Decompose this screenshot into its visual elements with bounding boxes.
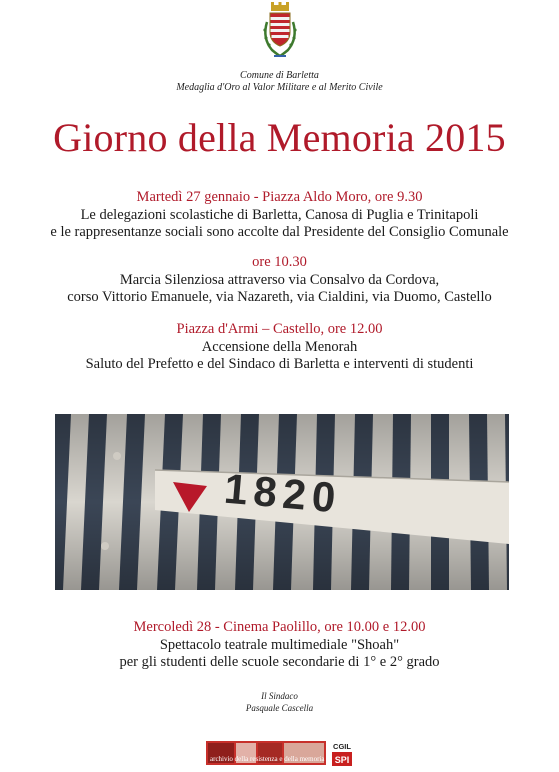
event-line: Saluto del Prefetto e del Sindaco di Barletta e interventi di studenti	[85, 356, 474, 372]
archive-logo-text: archivio della resistenza e della memoria	[210, 755, 325, 763]
event-heading: ore 10.30	[252, 254, 307, 270]
event-line: e le rappresentanze sociali sono accolte dal Presidente del Consiglio Comunale	[50, 224, 509, 240]
institution-header	[0, 70, 559, 94]
striped-uniform-photo	[55, 414, 509, 590]
event-1	[0, 189, 559, 242]
signature	[0, 690, 559, 714]
event-heading: Piazza d'Armi – Castello, ore 12.00	[176, 321, 383, 337]
event-4	[0, 619, 559, 672]
event-line: Le delegazioni scolastiche di Barletta, Canosa di Puglia e Trinitapoli	[80, 206, 479, 223]
signature-name: Pasquale Cascella	[245, 703, 314, 713]
event-3	[0, 321, 559, 374]
cgil-text: CGIL	[333, 742, 351, 751]
spi-text: SPI	[334, 755, 350, 765]
event-line: Accensione della Menorah	[201, 338, 358, 355]
page-title: Giorno della Memoria 2015	[53, 115, 506, 160]
prisoner-number: 1820	[222, 464, 344, 522]
coat-of-arms-icon	[258, 2, 302, 64]
event-line: corso Vittorio Emanuele, via Nazareth, via Cialdini, via Duomo, Castello	[67, 289, 492, 305]
event-line: per gli studenti delle scuole secondarie di 1° e 2° grado	[119, 654, 440, 670]
archive-logo	[206, 741, 326, 765]
event-line: Spettacolo teatrale multimediale "Shoah"	[159, 636, 400, 653]
cgil-spi-logo	[331, 741, 353, 767]
event-heading: Martedì 27 gennaio - Piazza Aldo Moro, ore 9.30	[136, 189, 423, 205]
institution-honors: Medaglia d'Oro al Valor Militare e al Merito Civile	[176, 82, 383, 93]
event-line: Marcia Silenziosa attraverso via Consalvo da Cordova,	[119, 271, 440, 288]
signature-role: Il Sindaco	[261, 691, 298, 701]
event-heading: Mercoledì 28 - Cinema Paolillo, ore 10.00 e 12.00	[133, 619, 426, 635]
institution-name: Comune di Barletta	[240, 70, 319, 81]
event-2	[0, 254, 559, 307]
